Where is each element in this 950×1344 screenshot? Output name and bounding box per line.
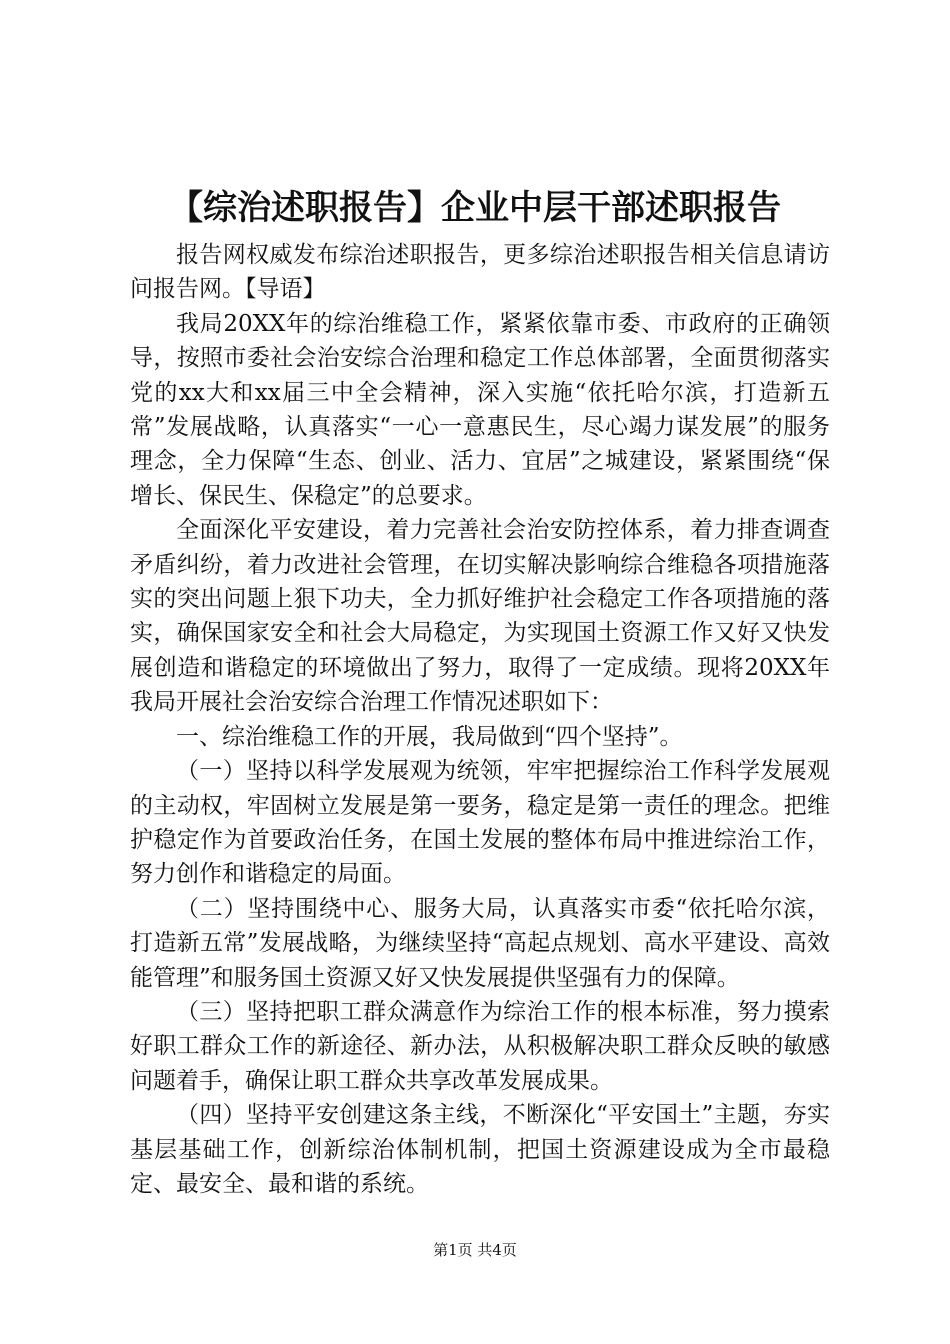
paragraph-item-1: （一）坚持以科学发展观为统领，牢牢把握综治工作科学发展观的主动权，牢固树立发展是第一要务，稳定是第一责任的理念。把维护稳定作为首要政治任务，在国土发展的整体布局中推进综治工作，努力创作和谐稳定的局面。	[130, 758, 830, 888]
document-title: 【综治述职报告】企业中层干部述职报告	[169, 188, 781, 228]
paragraph-item-2: （二）坚持围绕中心、服务大局，认真落实市委“依托哈尔滨，打造新五常”发展战略，为继续坚持“高起点规划、高水平建设、高效能管理”和服务国土资源又好又快发展提供坚强有力的保障。	[130, 895, 830, 991]
paragraph-item-3: （三）坚持把职工群众满意作为综治工作的根本标准，努力摸索好职工群众工作的新途径、新办法，从积极解决职工群众反映的敏感问题着手，确保让职工群众共享改革发展成果。	[130, 998, 830, 1094]
paragraph-deepening: 全面深化平安建设，着力完善社会治安防控体系，着力排查调查矛盾纠纷，着力改进社会管理，在切实解决影响综合维稳各项措施落实的突出问题上狠下功夫，全力抓好维护社会稳定工作各项措施的落实，确保国家安全和社会大局稳定，为实现国土资源工作又好又快发展创造和谐稳定的环境做出了努力，取得了一定成绩。现将20XX年我局开展社会治安综合治理工作情况述职如下：	[130, 517, 830, 716]
paragraph-overview: 我局20XX年的综治维稳工作，紧紧依靠市委、市政府的正确领导，按照市委社会治安综合治理和稳定工作总体部署，全面贯彻落实党的xx大和xx届三中全会精神，深入实施“依托哈尔滨，打造新五常”发展战略，认真落实“一心一意惠民生，尽心竭力谋发展”的服务理念，全力保障“生态、创业、活力、宜居”之城建设，紧紧围绕“保增长、保民生、保稳定”的总要求。	[130, 310, 830, 509]
paragraph-intro: 报告网权威发布综治述职报告，更多综治述职报告相关信息请访问报告网。【导语】	[130, 242, 830, 303]
paragraph-item-4: （四）坚持平安创建这条主线，不断深化“平安国土”主题，夯实基层基础工作，创新综治体制机制，把国土资源建设成为全市最稳定、最安全、最和谐的系统。	[130, 1102, 830, 1197]
page-number-footer: 第1页 共4页	[433, 1241, 517, 1259]
document-body	[130, 238, 830, 1201]
paragraph-section-heading: 一、综治维稳工作的开展，我局做到“四个坚持”。	[176, 723, 683, 750]
